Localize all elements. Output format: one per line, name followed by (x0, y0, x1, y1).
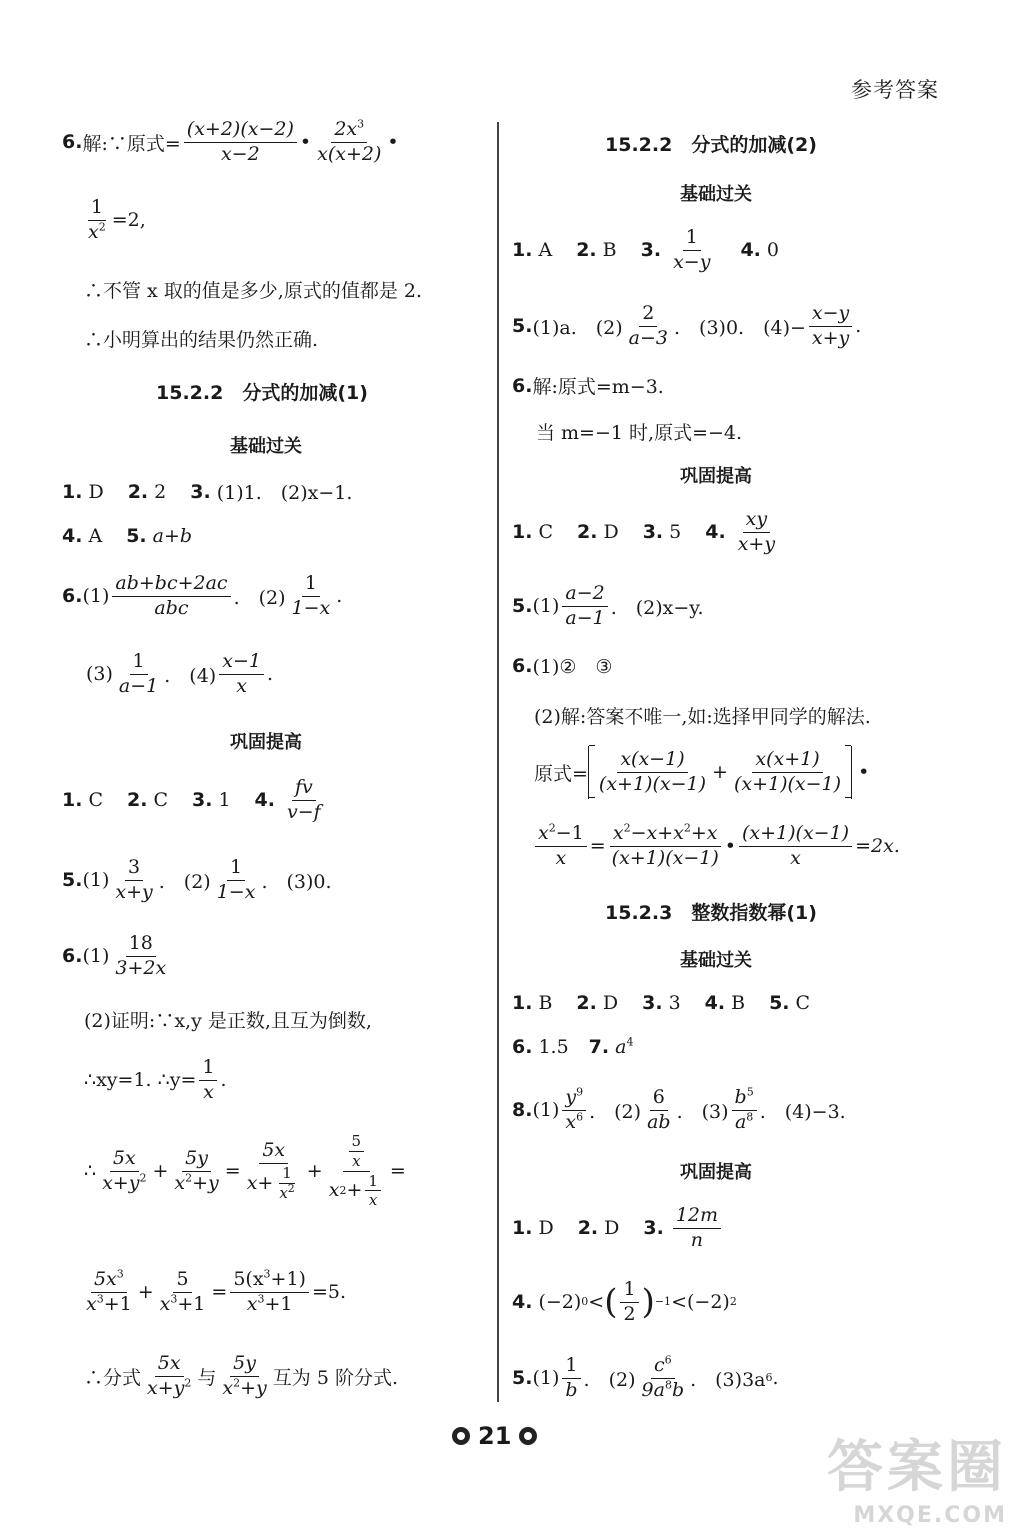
answer-6-line4: ∴小明算出的结果仍然正确. (84, 329, 319, 351)
fraction: ab+bc+2ac abc (112, 572, 230, 621)
answer-row: 6. (1)② ③ (512, 654, 613, 678)
fraction: $c^6$ $9a^8b$ (641, 1353, 685, 1401)
page-footer (452, 1422, 537, 1450)
answer-row: 1. C 2. D 3. 5 4. xy x+y (512, 508, 781, 557)
subsection-title: 巩固提高 (680, 1162, 752, 1183)
fraction: 1 1−x (291, 572, 331, 619)
answer-row: 原式= x(x−1) (x+1)(x−1) + $\frac{x(x+1)}{(x+1)(x-1)}$ • (534, 746, 869, 799)
answer-6-line1: 6. 解:∵原式= $\frac{(x+2)(x-2)}{x-2}$ • $2x^3$ x(x+2) • (62, 117, 399, 165)
answer-row: ∴分式 5x $x+y^2$ 与 5y $x^2+y$ 互为 5 阶分式. (84, 1352, 398, 1399)
answer-row: 5. (1) 1 b . (2) $c^6$ $9a^8b$ . (3)3a 6 . (512, 1353, 779, 1401)
flower-icon (452, 1427, 470, 1445)
fraction: x(x−1) (x+1)(x−1) (598, 748, 707, 795)
answer-row: 6. 1.5 7. $a^4$ (512, 1035, 634, 1058)
bracket: x(x−1) (x+1)(x−1) + $\frac{x(x+1)}{(x+1)(x-1)}$ (588, 746, 852, 799)
watermark: 答案圈 MXQE.COM (827, 1435, 1007, 1528)
fraction: xy x+y (737, 508, 776, 555)
answer-row: (3) 1 a−1 . (4) x−1 x . (86, 650, 274, 697)
fraction: $\frac{5}{x^3+1}$ (159, 1268, 206, 1315)
fraction: $2x^3$ x(x+2) (317, 117, 382, 165)
subsection-title: 巩固提高 (230, 732, 302, 753)
header-label: 参考答案 (851, 78, 939, 102)
answer-row: 1. D 2. D 3. 12m n (512, 1204, 724, 1253)
fraction: a−2 a−1 (562, 582, 607, 631)
fraction: 1 a−1 (118, 650, 159, 697)
fraction: $5x^3$ $x^3+1$ (86, 1267, 132, 1315)
answer-row: 当 m=−1 时,原式=−4. (536, 422, 743, 444)
answer-6-line3: ∴不管 x 取的值是多少,原式的值都是 2. (84, 280, 423, 302)
fraction: 1 x−y (673, 226, 711, 273)
answer-6-line2: $\frac{1}{x^2}$ =2, (82, 196, 146, 245)
answer-row: 1. C 2. C 3. 1 4. fv v−f (62, 776, 327, 825)
answer-row: 5. (1) a−2 a−1 . (2)x−y. (512, 582, 704, 629)
fraction: $\frac{1}{x^2}$ (88, 196, 106, 243)
answer-row: 1. A 2. B 3. 1 x−y 4. 0 (512, 226, 779, 273)
answer-row: ∴xy=1. ∴y= $\frac{1}{x}$ . (84, 1056, 227, 1103)
fraction: $\frac{x^2-x+x^2+x}{(x+1)(x-1)}$ (611, 821, 719, 869)
answer-row: $5x^3$ $x^3+1$ + $\frac{5}{x^3+1}$ = $\frac{5(x^3+1)}{x^3+1}$ =5. (80, 1268, 346, 1317)
fraction: $\frac{5}{x}$ (349, 1132, 365, 1171)
section-title: 15.2.2 分式的加减(2) (605, 134, 817, 156)
answer-row: (2)解:答案不唯一,如:选择甲同学的解法. (534, 706, 871, 728)
fraction: $\frac{x-y}{x+y}$ (809, 302, 852, 351)
fraction: $\frac{5}{x}$ x 2 + $\frac{1}{x}$ (326, 1132, 387, 1210)
fraction: $b^5$ $a^8$ (732, 1086, 757, 1135)
fraction: 5x $x+y^2$ (102, 1146, 147, 1194)
fraction: 12m n (673, 1204, 721, 1253)
fraction: 1 2 (620, 1278, 638, 1327)
subsection-title: 基础过关 (680, 950, 752, 971)
subsection-title: 巩固提高 (680, 466, 752, 487)
subsection-title: 基础过关 (680, 184, 752, 205)
fraction: $\frac{5(x^3+1)}{x^3+1}$ (230, 1268, 309, 1317)
answer-row: 5. (1)a. (2) 2 a−3 . (3)0. (4)− $\frac{x-y}{x+y}$ . (512, 302, 862, 349)
answer-row: 1. D 2. 2 3. (1)1. (2)x−1. (62, 480, 353, 504)
answer-row: 1. B 2. D 3. 3 4. B 5. C (512, 992, 811, 1014)
fraction: fv v−f (287, 776, 321, 823)
fraction: $\frac{1}{x}$ (365, 1172, 381, 1211)
fraction: 5y $x^2+y$ (222, 1352, 267, 1399)
fraction: 3 x+y (115, 856, 153, 903)
answer-row: ∴ 5x $x+y^2$ + $\frac{5y}{x^2+y}$ = 5x x+ $\frac{1}{x^2}$ + $\frac{5}{x}$ x 2 + $\frac{1}{x}$ = (84, 1132, 406, 1210)
answer-row: 8. (1) $y^9$ $x^6$ . (2) 6 ab . (3) $b^5$ $a^8$ . (4)−3. (512, 1085, 846, 1133)
answer-row: $\frac{x^2-1}{x}$ = $\frac{x^2-x+x^2+x}{(x+1)(x-1)}$ • $\frac{(x+1)(x-1)}{x}$ =2x. (532, 822, 900, 871)
answer-row: 6. (1) ab+bc+2ac abc . (2) 1 1−x . (62, 572, 343, 619)
section-title: 15.2.2 分式的加减(1) (156, 382, 368, 404)
section-title: 15.2.3 整数指数幂(1) (605, 902, 817, 924)
fraction: $\frac{x^2-1}{x}$ (535, 822, 587, 871)
fraction: $\frac{(x+1)(x-1)}{x}$ (739, 822, 852, 871)
flower-icon (519, 1427, 537, 1445)
fraction: 5x x+ $\frac{1}{x^2}$ (244, 1139, 304, 1202)
fraction: x−1 x (219, 650, 264, 699)
subsection-title: 基础过关 (230, 436, 302, 457)
answer-row: 5. (1) 3 x+y . (2) 1 1−x . (3)0. (62, 856, 332, 903)
answer-row: (2)证明:∵x,y 是正数,且互为倒数, (84, 1010, 372, 1032)
fraction: $\frac{1}{x^2}$ (279, 1164, 295, 1202)
answer-row: 6. (1) 18 3+2x (62, 932, 172, 981)
column-divider (497, 122, 499, 1402)
fraction: $\frac{(x+2)(x-2)}{x-2}$ (184, 118, 297, 167)
fraction: 6 ab (647, 1086, 671, 1133)
answer-row: 4. A 5. a+b (62, 525, 193, 547)
fraction: 18 3+2x (115, 932, 167, 979)
page-number: 21 (478, 1422, 512, 1450)
fraction: 1 1−x (216, 856, 256, 903)
fraction: $\frac{1}{x}$ (199, 1056, 217, 1105)
fraction: 2 a−3 (628, 302, 668, 349)
answer-row: 4. (−2) 0 < ( 1 2 ) −1 <(−2) 2 (512, 1278, 737, 1325)
fraction: 5x $x+y^2$ (147, 1352, 192, 1399)
fraction: $y^9$ $x^6$ (562, 1086, 586, 1135)
fraction: $\frac{x(x+1)}{(x+1)(x-1)}$ (733, 748, 842, 795)
fraction: $\frac{5y}{x^2+y}$ (174, 1146, 219, 1194)
fraction: 1 b (562, 1354, 580, 1403)
answer-row: 6. 解:原式=m−3. (512, 374, 664, 398)
